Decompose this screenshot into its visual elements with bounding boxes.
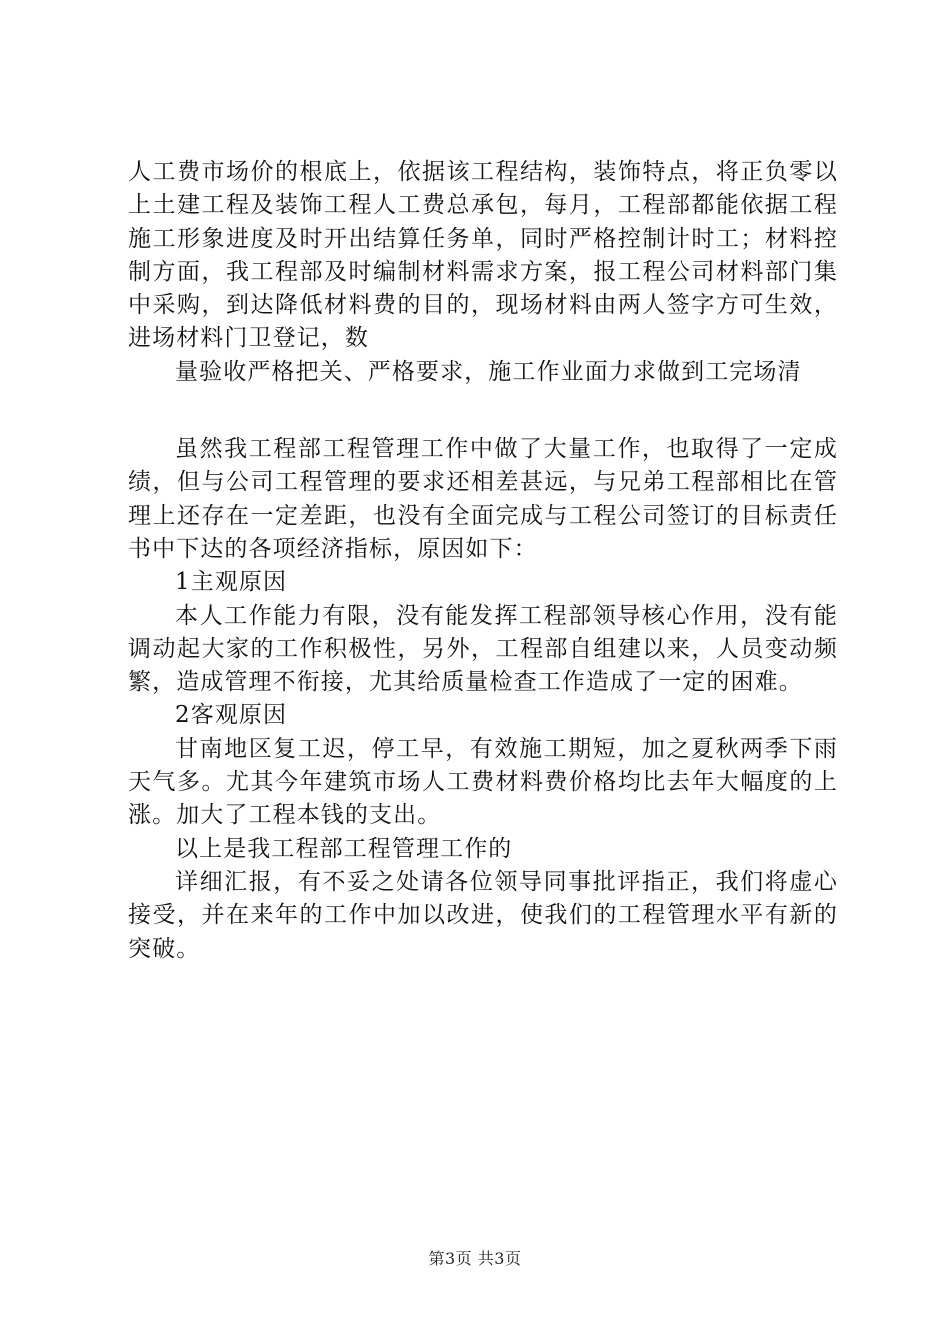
paragraph-subjective: 本人工作能力有限，没有能发挥工程部领导核心作用，没有能调动起大家的工作积极性，另外，工程部自组建以来，人员变动频繁，造成管理不衔接，尤其给质量检查工作造成了一定的困难。 [128, 602, 838, 696]
heading-objective-reasons: 2客观原因 [175, 702, 288, 729]
paragraph-gap [128, 389, 838, 433]
paragraph-shortcomings: 虽然我工程部工程管理工作中做了大量工作，也取得了一定成绩，但与公司工程管理的要求还相差甚远，与兄弟工程部相比在管理上还存在一定差距，也没有全面完成与工程公司签订的目标责任书中下达的各项经济指标，原因如下： [128, 436, 838, 562]
paragraph-closing: 详细汇报，有不妥之处请各位领导同事批评指正，我们将虚心接受，并在来年的工作中加以改进，使我们的工程管理水平有新的突破。 [128, 868, 838, 962]
document-body [128, 156, 838, 966]
paragraph-acceptance: 量验收严格把关、严格要求，施工作业面力求做到工完场清 [175, 358, 802, 385]
page-number-footer: 第3页 共3页 [428, 1249, 522, 1268]
paragraph-summary: 以上是我工程部工程管理工作的 [175, 835, 513, 862]
paragraph-objective: 甘南地区复工迟，停工早，有效施工期短，加之夏秋两季下雨天气多。尤其今年建筑市场人工费材料费价格均比去年大幅度的上涨。加大了工程本钱的支出。 [128, 735, 838, 829]
heading-subjective-reasons: 1主观原因 [175, 569, 288, 596]
paragraph-labor-cost: 人工费市场价的根底上，依据该工程结构，装饰特点，将正负零以上土建工程及装饰工程人工费总承包，每月，工程部都能依据工程施工形象进度及时开出结算任务单，同时严格控制计时工；材料控制方面，我工程部及时编制材料需求方案，报工程公司材料部门集中采购，到达降低材料费的目的，现场材料由两人签字方可生效，进场材料门卫登记，数 [128, 159, 838, 352]
